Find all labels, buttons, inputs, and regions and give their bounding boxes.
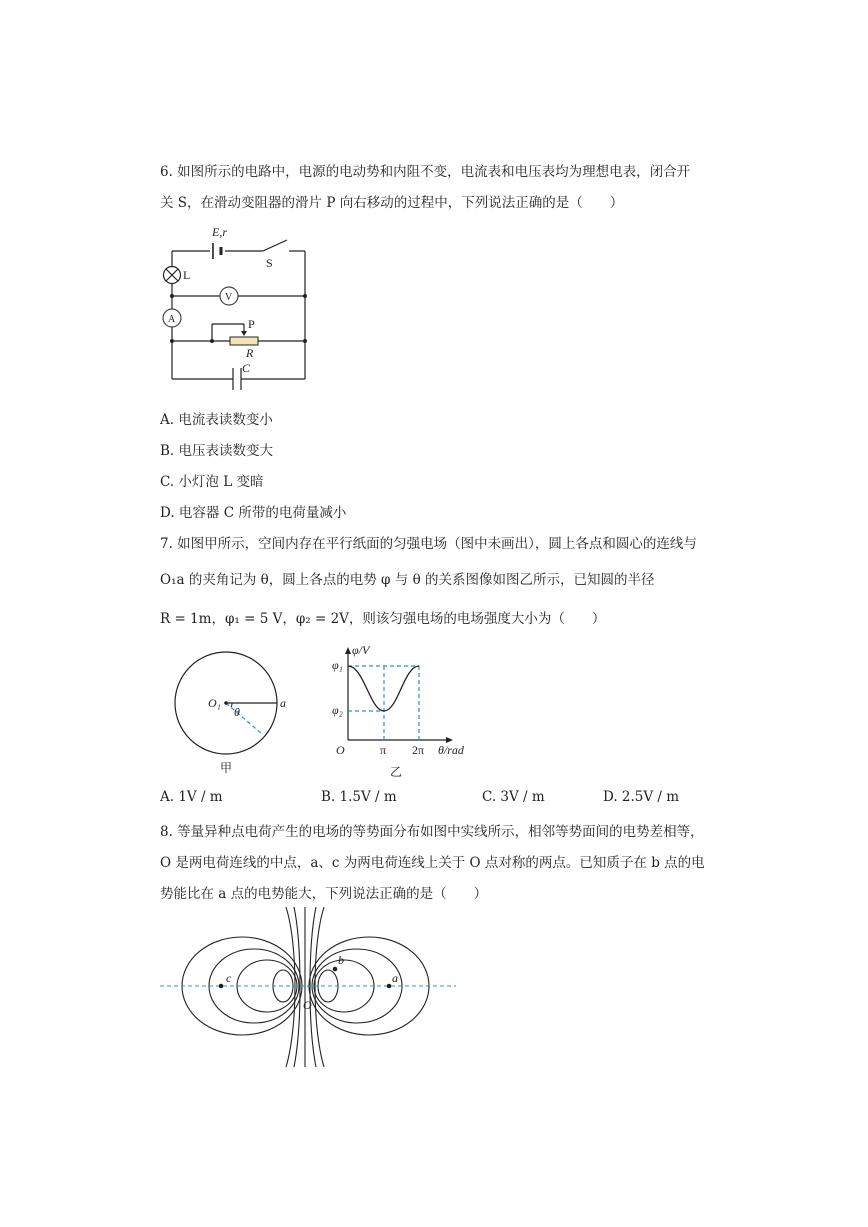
q7-option-d: D. 2.5V / m — [603, 789, 680, 805]
q6-option-d: D. 电容器 C 所带的电荷量减小 — [160, 505, 347, 521]
x-tick-2pi: 2π — [412, 743, 425, 757]
x-tick-pi: π — [380, 743, 387, 757]
q7-option-c: C. 3V / m — [482, 789, 545, 805]
q7-figure-b-graph — [330, 640, 480, 780]
point-c-label: c — [226, 971, 232, 985]
voltmeter-label: V — [225, 292, 233, 303]
center-label: O₁ — [208, 696, 221, 710]
switch-label: S — [266, 256, 273, 270]
lamp-label: L — [183, 268, 191, 282]
point-a-label: a — [280, 696, 286, 710]
rheostat-resistor — [230, 337, 258, 345]
q6-line-1: 6. 如图所示的电路中，电源的电动势和内阻不变，电流表和电压表均为理想电表，闭合开 — [160, 164, 691, 180]
q7-line-2: O₁a 的夹角记为 θ，圆上各点的电势 φ 与 θ 的关系图像如图乙所示，已知圆的半径 — [160, 572, 655, 588]
q8-line-2: O 是两电荷连线的中点，a、c 为两电荷连线上关于 O 点对称的两点。已知质子在 b 点的电 — [160, 855, 705, 871]
source-label: E,r — [212, 225, 227, 239]
q7-line-1: 7. 如图甲所示，空间内存在平行纸面的匀强电场（图中未画出），圆上各点和圆心的连线与 — [160, 536, 697, 552]
q6-option-c: C. 小灯泡 L 变暗 — [160, 474, 264, 490]
figure-b-caption: 乙 — [390, 765, 403, 779]
q6-circuit-diagram — [150, 218, 320, 388]
y-tick-phi2: φ₂ — [332, 703, 343, 717]
q6-option-b: B. 电压表读数变大 — [160, 443, 274, 459]
q6-line-2: 关 S，在滑动变阻器的滑片 P 向右移动的过程中，下列说法正确的是（ ） — [160, 195, 624, 211]
ammeter-label: A — [168, 314, 176, 325]
point-b-label: b — [338, 953, 344, 967]
q8-line-3: 势能比在 a 点的电势能大，下列说法正确的是（ ） — [160, 886, 488, 902]
q8-equipotential-diagram — [160, 905, 460, 1070]
slider-label: P — [248, 317, 255, 331]
figure-a-caption: 甲 — [220, 761, 233, 775]
q7-option-a: A. 1V / m — [160, 789, 223, 805]
x-axis-label: θ/rad — [438, 743, 464, 757]
point-o-label: O — [303, 998, 312, 1012]
q7-option-b: B. 1.5V / m — [321, 789, 397, 805]
capacitor-label: C — [242, 361, 251, 375]
y-tick-phi1: φ₁ — [332, 658, 343, 672]
y-axis-label: φ/V — [352, 643, 370, 657]
q7-figure-a — [170, 648, 290, 778]
angle-label: θ — [234, 705, 240, 719]
origin-label: O — [336, 743, 345, 757]
q6-option-a: A. 电流表读数变小 — [160, 412, 273, 428]
q8-line-1: 8. 等量异种点电荷产生的电场的等势面分布如图中实线所示，相邻等势面间的电势差相等， — [160, 824, 704, 840]
point-a-label: a — [392, 971, 398, 985]
rheostat-label: R — [246, 346, 254, 360]
q7-line-3: R = 1m，φ₁ = 5 V，φ₂ = 2V，则该匀强电场的电场强度大小为（ ） — [160, 611, 606, 627]
